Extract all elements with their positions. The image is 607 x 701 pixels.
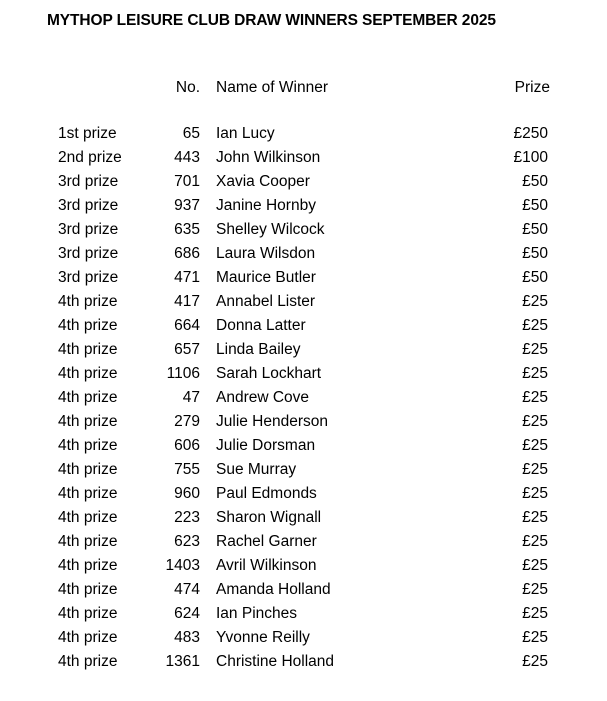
prize-rank: 4th prize	[58, 533, 118, 550]
prize-amount: £50	[522, 173, 548, 190]
prize-rank: 3rd prize	[58, 221, 119, 238]
prize-rank: 4th prize	[58, 413, 118, 430]
winner-name: Sue Murray	[216, 461, 297, 478]
winner-name: Xavia Cooper	[216, 173, 310, 190]
prize-rank: 4th prize	[58, 365, 118, 382]
winner-name: Sharon Wignall	[216, 509, 322, 526]
ticket-number: 635	[174, 221, 200, 238]
ticket-number: 443	[174, 149, 200, 166]
prize-rank: 4th prize	[58, 485, 118, 502]
prize-amount: £25	[522, 509, 548, 526]
prize-amount: £50	[522, 245, 548, 262]
prize-rank: 4th prize	[58, 605, 118, 622]
winner-name: Linda Bailey	[216, 341, 301, 358]
ticket-number: 483	[174, 629, 200, 646]
ticket-number: 960	[174, 485, 200, 502]
prize-rank: 4th prize	[58, 557, 118, 574]
table-row	[0, 410, 607, 434]
prize-amount: £25	[522, 461, 548, 478]
table-row	[0, 194, 607, 218]
prize-amount: £50	[522, 221, 548, 238]
winner-name: Shelley Wilcock	[216, 221, 325, 238]
prize-rank: 4th prize	[58, 293, 118, 310]
table-row	[0, 386, 607, 410]
prize-amount: £50	[522, 269, 548, 286]
prize-rank: 3rd prize	[58, 173, 119, 190]
prize-rank: 3rd prize	[58, 245, 119, 262]
winner-name: Yvonne Reilly	[216, 629, 310, 646]
prize-amount: £25	[522, 365, 548, 382]
table-row	[0, 554, 607, 578]
ticket-number: 937	[174, 197, 200, 214]
table-row	[0, 290, 607, 314]
prize-amount: £25	[522, 629, 548, 646]
prize-rank: 1st prize	[58, 125, 117, 142]
table-row	[0, 482, 607, 506]
ticket-number: 474	[174, 581, 200, 598]
prize-amount: £25	[522, 317, 548, 334]
prize-amount: £25	[522, 485, 548, 502]
prize-rank: 4th prize	[58, 629, 118, 646]
winner-name: Paul Edmonds	[216, 485, 317, 502]
ticket-number: 686	[174, 245, 200, 262]
table-header-row	[0, 76, 607, 100]
table-row	[0, 266, 607, 290]
ticket-number: 1403	[165, 557, 200, 574]
prize-amount: £25	[522, 533, 548, 550]
table-row	[0, 506, 607, 530]
table-row	[0, 122, 607, 146]
ticket-number: 664	[174, 317, 200, 334]
winner-name: John Wilkinson	[216, 149, 321, 166]
prize-rank: 4th prize	[58, 509, 118, 526]
winner-name: Ian Pinches	[216, 605, 297, 622]
table-row	[0, 146, 607, 170]
ticket-number: 471	[174, 269, 200, 286]
prize-amount: £100	[513, 149, 548, 166]
prize-rank: 4th prize	[58, 653, 118, 670]
prize-rank: 3rd prize	[58, 197, 119, 214]
ticket-number: 657	[174, 341, 200, 358]
ticket-number: 417	[174, 293, 200, 310]
prize-rank: 4th prize	[58, 461, 118, 478]
prize-amount: £25	[522, 389, 548, 406]
table-row	[0, 602, 607, 626]
prize-rank: 4th prize	[58, 341, 118, 358]
ticket-number: 47	[182, 389, 200, 406]
header-no: No.	[175, 79, 200, 96]
winner-name: Maurice Butler	[216, 269, 316, 286]
ticket-number: 279	[174, 413, 200, 430]
prize-amount: £50	[522, 197, 548, 214]
table-row	[0, 458, 607, 482]
prize-amount: £25	[522, 413, 548, 430]
table-row	[0, 314, 607, 338]
prize-amount: £25	[522, 557, 548, 574]
table-row	[0, 362, 607, 386]
winner-name: Donna Latter	[216, 317, 306, 334]
winner-name: Laura Wilsdon	[216, 245, 316, 262]
prize-amount: £25	[522, 293, 548, 310]
ticket-number: 1106	[166, 365, 200, 382]
table-row	[0, 242, 607, 266]
ticket-number: 606	[174, 437, 200, 454]
prize-rank: 4th prize	[58, 437, 118, 454]
winner-name: Julie Dorsman	[216, 437, 316, 454]
table-row	[0, 578, 607, 602]
prize-amount: £25	[522, 437, 548, 454]
header-name: Name of Winner	[216, 79, 328, 96]
ticket-number: 65	[182, 125, 200, 142]
prize-rank: 4th prize	[58, 317, 118, 334]
winner-name: Rachel Garner	[216, 533, 317, 550]
winner-name: Ian Lucy	[216, 125, 275, 142]
prize-rank: 4th prize	[58, 389, 118, 406]
prize-rank: 2nd prize	[58, 149, 122, 166]
prize-amount: £25	[522, 653, 548, 670]
prize-amount: £25	[522, 341, 548, 358]
ticket-number: 223	[174, 509, 200, 526]
prize-amount: £250	[513, 125, 548, 142]
table-row	[0, 530, 607, 554]
page-title: MYTHOP LEISURE CLUB DRAW WINNERS SEPTEMBER 2025	[47, 12, 496, 29]
winner-name: Andrew Cove	[216, 389, 310, 406]
prize-rank: 3rd prize	[58, 269, 119, 286]
table-row	[0, 650, 607, 674]
winner-name: Amanda Holland	[216, 581, 331, 598]
header-prize: Prize	[514, 79, 550, 96]
ticket-number: 624	[174, 605, 200, 622]
table-row	[0, 338, 607, 362]
winner-name: Christine Holland	[216, 653, 335, 670]
winner-name: Avril Wilkinson	[216, 557, 317, 574]
winner-name: Annabel Lister	[216, 293, 316, 310]
prize-amount: £25	[522, 581, 548, 598]
table-row	[0, 626, 607, 650]
ticket-number: 755	[174, 461, 200, 478]
prize-amount: £25	[522, 605, 548, 622]
winner-name: Janine Hornby	[216, 197, 316, 214]
table-row	[0, 434, 607, 458]
winner-name: Julie Henderson	[216, 413, 329, 430]
ticket-number: 623	[174, 533, 200, 550]
winner-name: Sarah Lockhart	[216, 365, 322, 382]
table-row	[0, 218, 607, 242]
table-row	[0, 170, 607, 194]
ticket-number: 701	[174, 173, 200, 190]
ticket-number: 1361	[165, 653, 200, 670]
prize-rank: 4th prize	[58, 581, 118, 598]
